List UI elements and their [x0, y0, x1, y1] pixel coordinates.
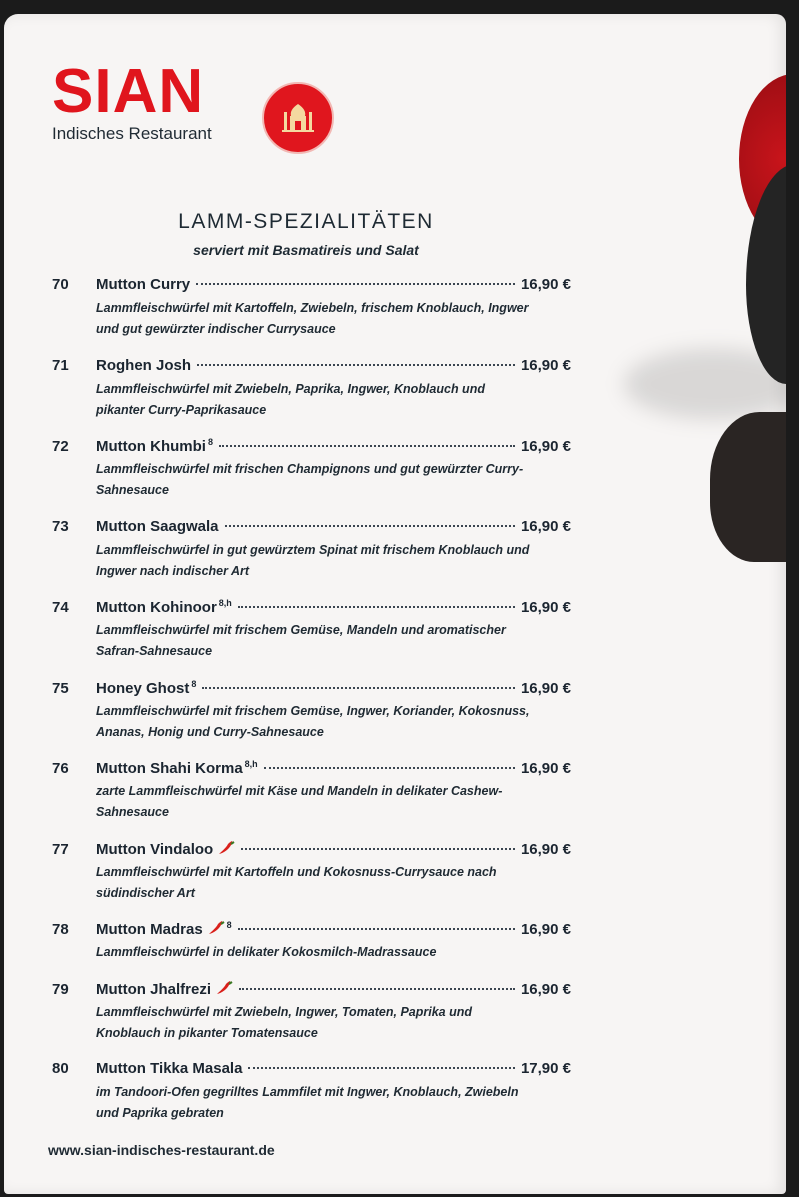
item-description: zarte Lammfleischwürfel mit Käse und Mandeln in delikater Cashew-Sahnesauce	[96, 784, 503, 819]
allergen-codes: 8	[226, 920, 232, 930]
allergen-codes: 8	[191, 678, 197, 689]
decor-dark-cloth-lower	[710, 412, 786, 562]
item-description: Lammfleischwürfel in gut gewürztem Spinat mit frischem Knoblauch und Ingwer nach indischer Art	[96, 542, 530, 578]
item-price: 16,90 €	[520, 840, 571, 858]
item-price: 16,90 €	[520, 276, 571, 293]
menu-item	[46, 980, 571, 1044]
menu-item	[46, 437, 571, 501]
item-number: 70	[52, 276, 69, 293]
item-price: 16,90 €	[520, 679, 571, 697]
item-name	[96, 920, 232, 940]
allergen-codes: 8,h	[244, 759, 258, 769]
item-number: 73	[52, 517, 69, 535]
item-name-text: Mutton Tikka Masala	[96, 1060, 243, 1077]
chili-pepper-icon	[215, 980, 233, 1000]
item-description: Lammfleischwürfel mit Kartoffeln und Kokosnuss-Currysauce nach südindischer Art	[96, 864, 497, 900]
menu-item	[46, 357, 571, 421]
item-number: 71	[52, 356, 69, 374]
menu-item	[46, 276, 571, 340]
section-title: LAMM-SPEZIALITÄTEN	[178, 210, 434, 233]
item-number: 77	[52, 840, 69, 858]
item-name	[96, 276, 190, 293]
item-name	[96, 759, 258, 777]
item-name	[96, 980, 233, 1000]
brand-subtitle: Indisches Restaurant	[52, 124, 212, 143]
item-number: 76	[52, 760, 69, 777]
menu-item	[46, 1060, 571, 1124]
item-name-text: Mutton Shahi Korma	[96, 760, 243, 777]
item-name	[96, 679, 196, 697]
item-description: Lammfleischwürfel mit frischem Gemüse, Ingwer, Koriander, Kokosnuss, Ananas, Honig und Curry-Sahnesauce	[96, 703, 530, 739]
item-description: Lammfleischwürfel mit Kartoffeln, Zwiebeln, frischem Knoblauch, Ingwer und gut gewürzter indischer Currysauce	[96, 301, 529, 336]
item-name	[96, 840, 235, 860]
dot-leader	[219, 445, 515, 447]
item-name	[96, 518, 219, 535]
dot-leader	[202, 687, 515, 689]
menu-item	[46, 518, 571, 582]
section-subtitle: serviert mit Basmatireis und Salat	[193, 242, 419, 258]
item-number: 78	[52, 921, 69, 938]
item-number: 72	[52, 438, 69, 455]
menu-item	[46, 759, 571, 823]
allergen-codes: 8,h	[218, 598, 232, 608]
dot-leader	[248, 1067, 515, 1069]
menu-item	[46, 679, 571, 743]
item-number: 75	[52, 679, 69, 697]
item-name-text: Mutton Jhalfrezi	[96, 980, 211, 998]
menu-list	[46, 276, 571, 1141]
dot-leader	[225, 525, 515, 527]
item-number: 79	[52, 980, 69, 998]
item-description: Lammfleischwürfel mit frischem Gemüse, Mandeln und aromatischer Safran-Sahnesauce	[96, 623, 506, 658]
allergen-codes: 8	[207, 437, 213, 447]
dot-leader	[238, 606, 515, 608]
item-description: Lammfleischwürfel in delikater Kokosmilch-Madrassauce	[96, 945, 437, 959]
brand-logo	[52, 57, 252, 144]
item-price: 16,90 €	[520, 760, 571, 777]
item-name-text: Mutton Madras	[96, 921, 203, 938]
item-price: 16,90 €	[520, 356, 571, 374]
item-description: Lammfleischwürfel mit Zwiebeln, Ingwer, Tomaten, Paprika und Knoblauch in pikanter Tomatensauce	[96, 1004, 473, 1040]
dot-leader	[239, 988, 515, 990]
item-price: 16,90 €	[520, 517, 571, 535]
item-price: 17,90 €	[520, 1060, 571, 1077]
item-price: 16,90 €	[520, 921, 571, 938]
website-link[interactable]: www.sian-indisches-restaurant.de	[48, 1142, 275, 1158]
item-name-text: Honey Ghost	[96, 679, 190, 697]
menu-item	[46, 920, 571, 963]
dot-leader	[196, 283, 515, 285]
item-name	[96, 437, 213, 455]
dot-leader	[238, 928, 515, 930]
item-name	[96, 1060, 242, 1077]
item-number: 74	[52, 599, 69, 616]
item-price: 16,90 €	[520, 438, 571, 455]
item-price: 16,90 €	[520, 980, 571, 998]
dot-leader	[241, 848, 515, 850]
item-description: im Tandoori-Ofen gegrilltes Lammfilet mit Ingwer, Knoblauch, Zwiebeln und Paprika gebraten	[96, 1085, 519, 1120]
dot-leader	[197, 364, 515, 366]
item-name-text: Mutton Vindaloo	[96, 840, 214, 858]
item-name-text: Roghen Josh	[96, 356, 192, 374]
item-name	[96, 598, 232, 616]
item-name-text: Mutton Curry	[96, 276, 191, 293]
brand-name: SIAN	[52, 57, 205, 126]
menu-page	[4, 14, 786, 1194]
taj-mahal-badge-icon	[262, 82, 334, 154]
item-name-text: Mutton Kohinoor	[96, 599, 217, 616]
chili-pepper-icon	[207, 920, 225, 940]
item-name	[96, 357, 191, 374]
item-description: Lammfleischwürfel mit Zwiebeln, Paprika, Ingwer, Knoblauch und pikanter Curry-Paprikasauce	[96, 381, 485, 417]
dot-leader	[264, 767, 515, 769]
item-name-text: Mutton Saagwala	[96, 517, 219, 535]
chili-pepper-icon	[217, 840, 235, 860]
menu-item	[46, 840, 571, 904]
item-price: 16,90 €	[520, 599, 571, 616]
item-description: Lammfleischwürfel mit frischen Champignons und gut gewürzter Curry-Sahnesauce	[96, 462, 524, 497]
item-number: 80	[52, 1060, 69, 1077]
item-name-text: Mutton Khumbi	[96, 438, 206, 455]
menu-item	[46, 598, 571, 662]
